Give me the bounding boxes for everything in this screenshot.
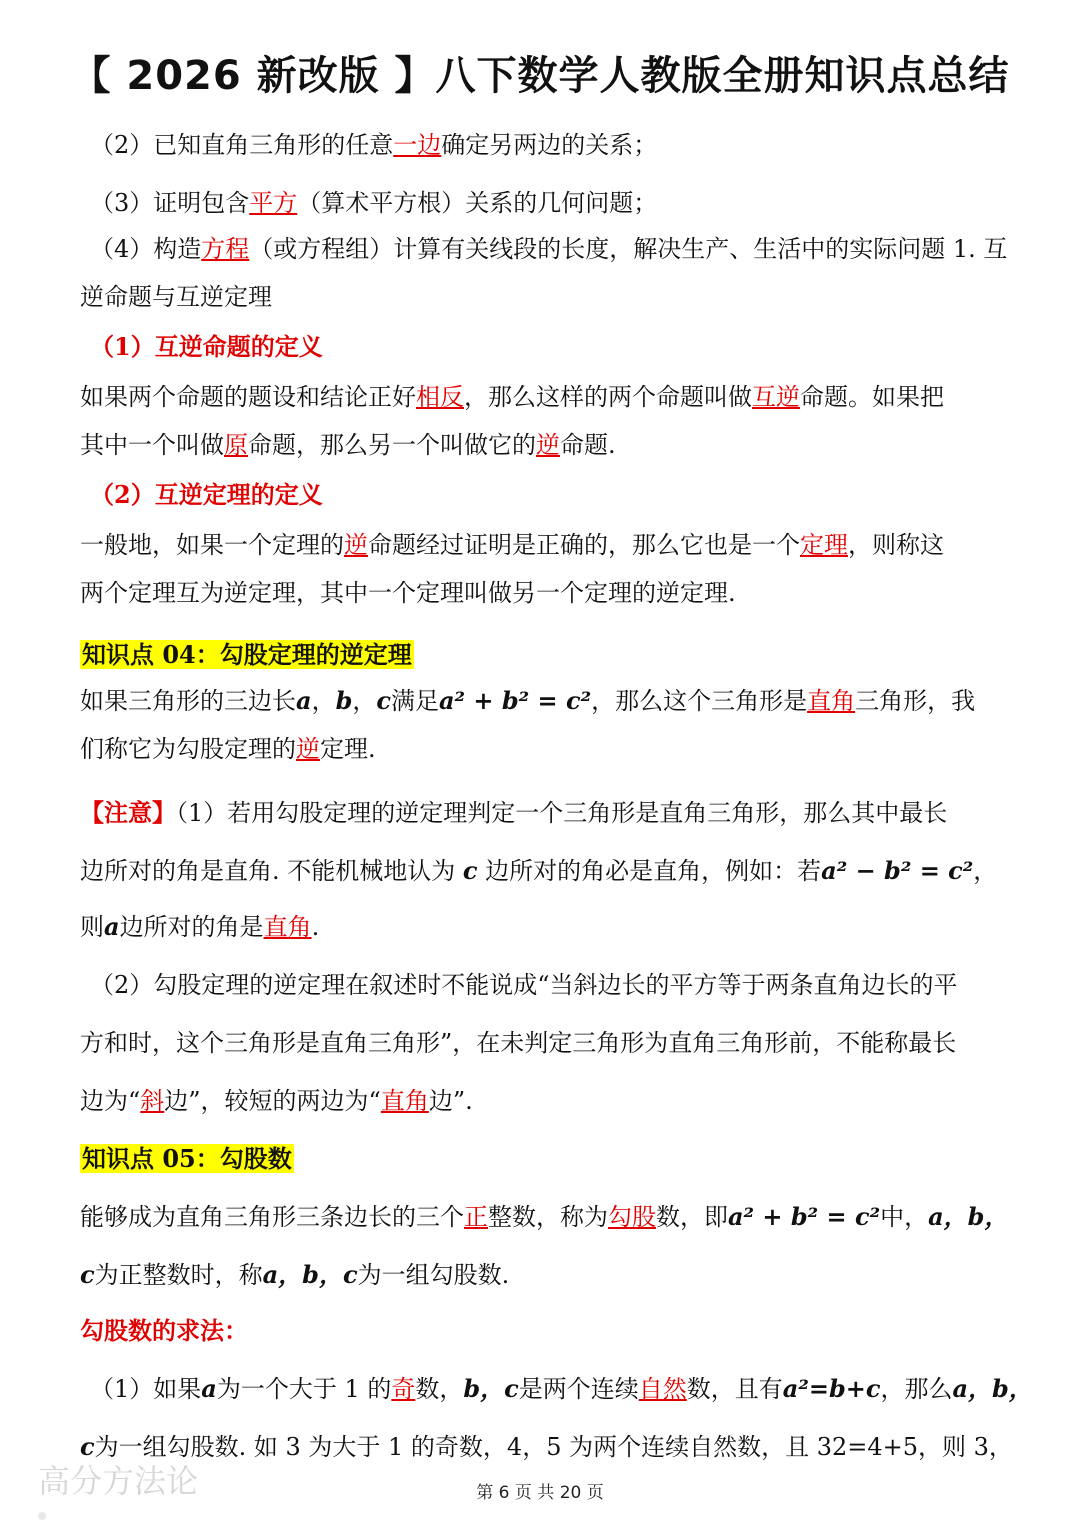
- underlined-term: 方程: [201, 235, 250, 263]
- underlined-term: 斜: [140, 1087, 165, 1115]
- underlined-term: 逆: [536, 431, 560, 459]
- note-tag: 【注意】: [80, 798, 176, 827]
- equation: a²=b+c: [782, 1374, 881, 1403]
- section-heading: 勾股数的求法：: [80, 1316, 248, 1345]
- section-heading: （1）互逆命题的定义: [90, 332, 323, 361]
- underlined-term: 正: [464, 1203, 488, 1231]
- underlined-term: 相反: [416, 383, 464, 411]
- text-line: （1）如果a为一个大于 1 的奇数，b，c是两个连续自然数，且有a²=b+c，那么a，b，: [90, 1374, 1033, 1403]
- text-line: （2）已知直角三角形的任意一边确定另两边的关系；: [90, 131, 658, 159]
- text-line: 能够成为直角三角形三条边长的三个正整数，称为勾股数，即a² + b² = c²中，a，b，: [80, 1202, 1009, 1231]
- page-title: 【 2026 新改版 】八下数学人教版全册知识点总结: [70, 53, 1010, 99]
- underlined-term: 直角: [807, 687, 856, 715]
- watermark: 高分方法论: [38, 1462, 199, 1500]
- text-line: （4）构造方程（或方程组）计算有关线段的长度，解决生产、生活中的实际问题 1. 互: [90, 235, 1008, 263]
- equation: a² + b² = c²: [728, 1202, 881, 1231]
- underlined-term: 自然: [638, 1375, 687, 1403]
- knowledge-point-heading: 知识点 04：勾股定理的逆定理: [82, 640, 412, 669]
- watermark-dot: [38, 1512, 46, 1520]
- page-footer: 第 6 页 共 20 页: [476, 1483, 604, 1503]
- text-line: c为正整数时，称a，b，c为一组勾股数.: [80, 1260, 510, 1289]
- underlined-term: 逆: [296, 735, 320, 763]
- knowledge-point-heading: 知识点 05：勾股数: [82, 1144, 292, 1173]
- text-line: 边为“斜边”，较短的两边为“直角边”.: [80, 1087, 473, 1115]
- underlined-term: 原: [224, 431, 248, 459]
- text-line: 两个定理互为逆定理，其中一个定理叫做另一个定理的逆定理.: [80, 579, 736, 607]
- underlined-term: 直角: [380, 1087, 429, 1115]
- text-line: 逆命题与互逆定理: [80, 283, 272, 311]
- underlined-term: 奇: [391, 1375, 416, 1403]
- underlined-term: 勾股: [608, 1203, 656, 1231]
- note-line: 【注意】（1）若用勾股定理的逆定理判定一个三角形是直角三角形，那么其中最长: [80, 798, 948, 827]
- text-line: 如果三角形的三边长a，b，c满足a² + b² = c²，那么这个三角形是直角三角形，我: [80, 686, 976, 715]
- text-line: 其中一个叫做原命题，那么另一个叫做它的逆命题.: [80, 431, 616, 459]
- text-line: 则a边所对的角是直角.: [80, 912, 320, 941]
- text-line: 方和时，这个三角形是直角三角形”，在未判定三角形为直角三角形前，不能称最长: [80, 1029, 957, 1057]
- text-line: 们称它为勾股定理的逆定理.: [80, 735, 376, 763]
- section-heading: （2）互逆定理的定义: [90, 480, 323, 509]
- underlined-term: 互逆: [752, 383, 800, 411]
- equation: a² − b² = c²: [821, 856, 974, 885]
- underlined-term: 平方: [249, 189, 298, 217]
- text-line: （2）勾股定理的逆定理在叙述时不能说成“当斜边长的平方等于两条直角边长的平: [90, 971, 958, 999]
- text-line: 一般地，如果一个定理的逆命题经过证明是正确的，那么它也是一个定理，则称这: [80, 531, 944, 559]
- equation: a² + b² = c²: [438, 686, 592, 715]
- underlined-term: 一边: [393, 131, 442, 159]
- underlined-term: 定理: [800, 531, 848, 559]
- text-line: c为一组勾股数. 如 3 为大于 1 的奇数，4，5 为两个连续自然数，且 32=4+5，则 3，: [80, 1432, 1013, 1461]
- underlined-term: 直角: [263, 913, 312, 941]
- text-line: 如果两个命题的题设和结论正好相反，那么这样的两个命题叫做互逆命题。如果把: [80, 383, 944, 411]
- underlined-term: 逆: [344, 531, 368, 559]
- text-line: （3）证明包含平方（算术平方根）关系的几何问题；: [90, 189, 658, 217]
- text-line: 边所对的角是直角. 不能机械地认为 c 边所对的角必是直角，例如：若a² − b² = c²，: [80, 856, 998, 885]
